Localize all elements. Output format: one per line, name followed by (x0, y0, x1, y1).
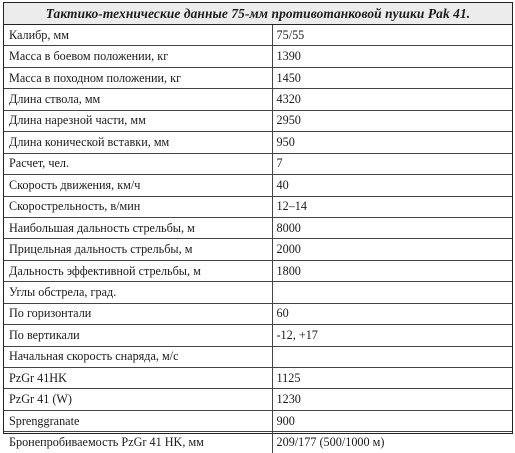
row-label: Скорость движения, км/ч (4, 175, 272, 196)
table-row (4, 175, 512, 196)
table-row (4, 282, 512, 303)
row-value: 12–14 (272, 196, 512, 217)
row-value: 1230 (272, 389, 512, 410)
row-value: 1450 (272, 67, 512, 88)
table-row (4, 303, 512, 324)
row-label: Масса в походном положении, кг (4, 67, 272, 88)
row-label: Бронепробиваемость PzGr 41 HK, мм (4, 432, 272, 453)
table-row (4, 46, 512, 67)
row-value: 40 (272, 175, 512, 196)
row-value: 1800 (272, 260, 512, 281)
row-value: -12, +17 (272, 325, 512, 346)
table-row (4, 410, 512, 431)
table-row (4, 217, 512, 238)
row-value: 1125 (272, 368, 512, 389)
table-row (4, 110, 512, 131)
table-row (4, 346, 512, 367)
row-label: PzGr 41HK (4, 368, 272, 389)
table-row (4, 153, 512, 174)
row-label: Длина конической вставки, мм (4, 132, 272, 153)
row-label: Sprenggranate (4, 410, 272, 431)
row-value: 75/55 (272, 25, 512, 46)
table-row (4, 25, 512, 46)
row-label: По горизонтали (4, 303, 272, 324)
table-row (4, 67, 512, 88)
row-value: 7 (272, 153, 512, 174)
table-row (4, 389, 512, 410)
table-row (4, 239, 512, 260)
row-label: Масса в боевом положении, кг (4, 46, 272, 67)
row-value: 4320 (272, 89, 512, 110)
row-value: 1390 (272, 46, 512, 67)
table-row (4, 368, 512, 389)
row-label: Расчет, чел. (4, 153, 272, 174)
row-value (272, 282, 512, 303)
row-label: PzGr 41 (W) (4, 389, 272, 410)
row-value: 900 (272, 410, 512, 431)
row-label: Скорострельность, в/мин (4, 196, 272, 217)
row-value: 2950 (272, 110, 512, 131)
title-row (4, 3, 512, 25)
row-value: 8000 (272, 217, 512, 238)
table-row (4, 89, 512, 110)
specs-table (4, 3, 512, 453)
row-value: 2000 (272, 239, 512, 260)
spec-sheet (3, 2, 513, 450)
table-row (4, 260, 512, 281)
row-value: 60 (272, 303, 512, 324)
row-label: Дальность эффективной стрельбы, м (4, 260, 272, 281)
row-label: Прицельная дальность стрельбы, м (4, 239, 272, 260)
table-row (4, 196, 512, 217)
table-row (4, 325, 512, 346)
row-value (272, 346, 512, 367)
table-row (4, 432, 512, 453)
row-label: По вертикали (4, 325, 272, 346)
table-row (4, 132, 512, 153)
row-label: Калибр, мм (4, 25, 272, 46)
row-label: Длина нарезной части, мм (4, 110, 272, 131)
row-label: Наибольшая дальность стрельбы, м (4, 217, 272, 238)
row-label: Длина ствола, мм (4, 89, 272, 110)
row-label: Начальная скорость снаряда, м/с (4, 346, 272, 367)
row-value: 209/177 (500/1000 м) (272, 432, 512, 453)
row-label: Углы обстрела, град. (4, 282, 272, 303)
specs-table-body (4, 3, 512, 453)
table-title: Тактико-технические данные 75-мм противотанковой пушки Pak 41. (4, 3, 512, 25)
row-value: 950 (272, 132, 512, 153)
